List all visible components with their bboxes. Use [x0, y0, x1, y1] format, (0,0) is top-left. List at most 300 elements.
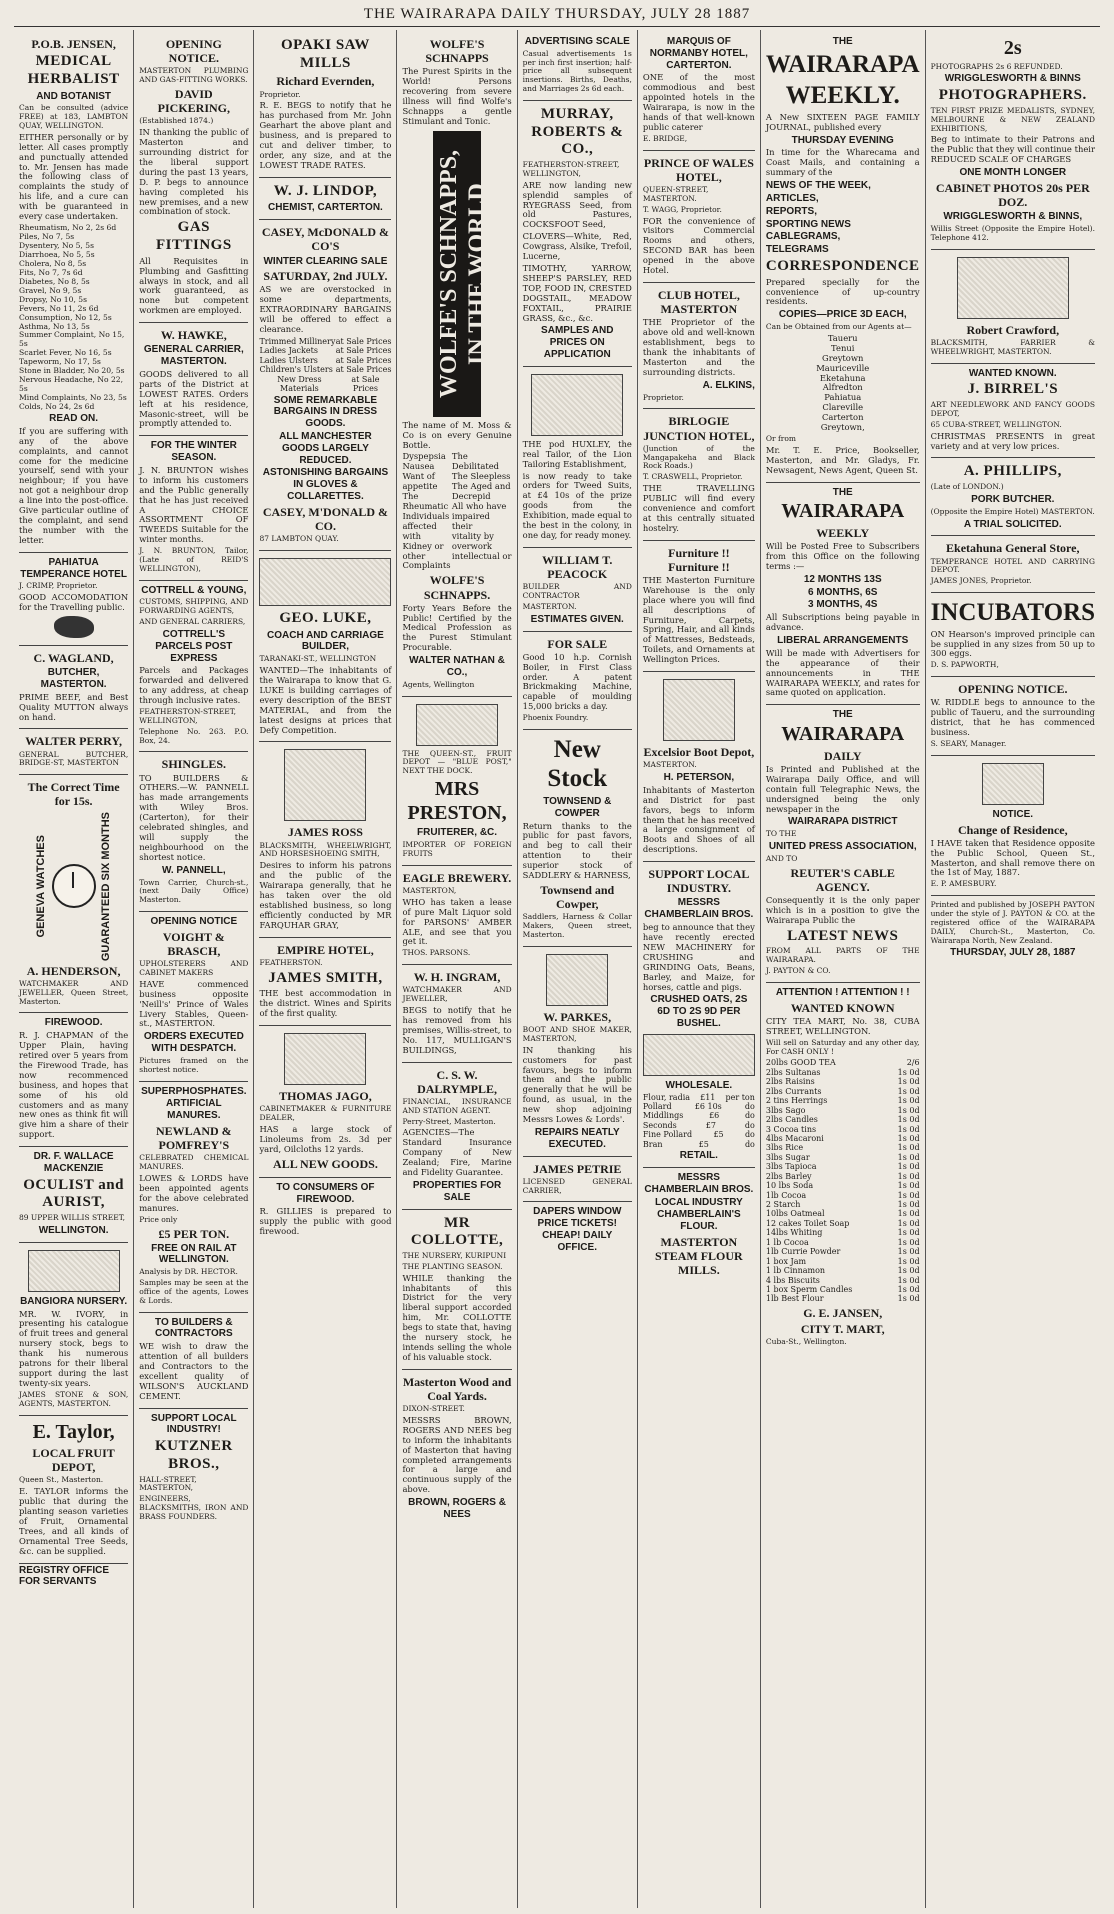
ad-eagle [402, 866, 511, 965]
list-item: Asthma, No 13, 5s [19, 321, 90, 331]
topic-list [766, 180, 920, 256]
ad-title: DAVID PICKERING, [157, 87, 230, 116]
ad-text: MASTERTON PLUMBING AND GAS-FITTING WORKS. [139, 66, 249, 85]
list-item: Greytown, [820, 422, 865, 433]
ad-kutzner [139, 1409, 248, 1528]
ad-title: ALL NEW GOODS. [273, 1156, 378, 1171]
ad-subtitle: NOTICE. [992, 808, 1034, 820]
ad-text: Consequently it is the only paper which is in a position to give the Wairarapa Public the [765, 895, 920, 925]
ad-text: Can be Obtained from our Agents at— [765, 322, 912, 332]
ad-subtitle: GENERAL CARRIER, MASTERTON. [143, 344, 244, 368]
ad-firewood-gillies [259, 1178, 391, 1243]
ad-title: Furniture !! Furniture !! [668, 545, 730, 574]
ad-text: WATCHMAKER AND JEWELLER, Queen Street, Masterton. [19, 978, 129, 1006]
list-item: Individuals [402, 510, 450, 521]
ad-title: MASTERTON STEAM FLOUR MILLS. [655, 1235, 743, 1278]
ad-text: T. WAGG, Proprietor. [642, 204, 722, 214]
ad-subtitle: LOCAL INDUSTRY [654, 1196, 743, 1208]
ad-subtitle: AND BOTANIST [36, 90, 112, 102]
ad-text: AS we are overstocked in some departments, EXTRAORDINARY BARGAINS will be offered to effect a clearance. [259, 284, 392, 335]
watch-illustration [19, 812, 128, 961]
ad-photographers [931, 32, 1095, 250]
ad-ross [259, 742, 391, 937]
ad-title: Robert Crawford, [966, 322, 1060, 337]
ad-text: is now ready to take orders for Tweed Suits, at £4 10s of the prize goods from the Exhibition, made equal to the best in the colony, in one day, for ready money. [522, 470, 632, 540]
fruit-illustration [416, 704, 498, 746]
ad-phillips [931, 458, 1095, 536]
watch-icon [52, 864, 96, 908]
ad-amesbury [931, 756, 1095, 896]
ad-eketahuna [931, 536, 1095, 593]
ad-nursery [19, 1243, 128, 1416]
ad-text: Parcels and Packages forwarded and delivered to any address, at cheap through inclusive rates. [139, 665, 249, 706]
price-list [19, 224, 128, 412]
ad-furniture [643, 541, 755, 672]
ad-text: BLACKSMITH, FARRIER & WHEELWRIGHT, MASTERTON. [930, 337, 1095, 356]
grocery-row: 2lbs Currants 1s 0d [765, 1086, 920, 1096]
ad-title: SUPPORT LOCAL INDUSTRY. [648, 867, 750, 896]
list-item: Alfredton [822, 382, 863, 393]
ad-title: REGISTRY OFFICE FOR SERVANTS [19, 1564, 110, 1588]
ad-text: LICENSED GENERAL CARRIER, [522, 1176, 632, 1195]
ad-title: ARTIFICIAL MANURES. [166, 1098, 222, 1122]
price-row: Flour, radia £11 per ton [642, 1092, 755, 1102]
ad-text: E. TAYLOR informs the public that during the planting season varieties of Fruit, Ornamental Trees, and all kinds of Ornamental Tree Seeds, &c. can be supplied. [19, 1486, 129, 1556]
list-item: Stone in Bladder, No 20, 5s [19, 366, 125, 376]
ad-title: OPENING NOTICE. [958, 682, 1068, 697]
ad-text: THE QUEEN-ST., FRUIT DEPOT — "BLUE POST," NEXT THE DOCK. [402, 748, 512, 776]
ad-text: WANTED—The inhabitants of the Wairarapa to know that G. LUKE is building carriages of every description of the BEST MATERIAL, and from the latest designs at prices that Defy Competition. [259, 665, 392, 735]
ad-title: GEO. LUKE, [279, 609, 372, 626]
ad-text: IMPORTER OF FOREIGN FRUITS [402, 840, 512, 858]
ad-title: C. S. W. DALRYMPLE, [417, 1067, 497, 1096]
ad-text: MASTERTON, [402, 885, 457, 895]
ad-excelsior [643, 672, 755, 862]
ad-subtitle: THE [832, 709, 853, 721]
ad-subtitle: WELLINGTON. [38, 1224, 109, 1236]
ad-text: THE pod HUXLEY, the real Tailor, of the Lion Tailoring Establishment, [522, 438, 632, 469]
ad-text: THE best accommodation in the district. Wines and Spirits of the first quality. [259, 988, 392, 1019]
ad-text: FEATHERSTON. [259, 957, 323, 967]
ad-club [643, 283, 755, 409]
list-item: Diabetes, No 8, 5s [19, 276, 90, 286]
ad-title: CASEY, M'DONALD & CO. [262, 504, 389, 533]
list-item: ARTICLES, [765, 192, 819, 204]
ad-text: IN thanking the public of Masterton and surrounding district for the liberal support during the past 13 years, D. P. begs to announce having completed his new premises, and a new combination of stock. [139, 127, 249, 217]
ad-text: J. N. BRUNTON wishes to inform his customers and the Public generally that he has just received A CHOICE ASSORTMENT OF TWEEDS Suitable for the winter months. [139, 464, 249, 545]
ad-for-sale [523, 632, 632, 730]
ad-subtitle: LIBERAL ARRANGEMENTS [777, 635, 909, 647]
ad-title: W. H. INGRAM, [413, 970, 501, 985]
grocery-row: 3 Cocoa tins 1s 0d [765, 1124, 920, 1134]
ad-subtitle: WANTED KNOWN. [968, 367, 1057, 379]
ad-subtitle: H. PETERSON, [663, 772, 735, 784]
ad-taylor [19, 1416, 128, 1564]
ad-text: ARE now landing new splendid samples of RYEGRASS Seed, from old Pastures, COCKSFOOT Seed, [522, 179, 632, 230]
ad-subtitle: MESSRS CHAMBERLAIN BROS. [644, 1172, 754, 1195]
ad-text: Will be made with Advertisers for the appearance of their announcements in THE WAIRARAPA WEEKLY, and rates for same quoted on application. [765, 647, 920, 698]
sheep-icon [54, 616, 94, 638]
ad-subtitle: COPIES—PRICE 3D EACH, [778, 309, 907, 321]
ad-text: Or from [765, 434, 796, 444]
ad-subtitle: SAMPLES AND PRICES ON APPLICATION [541, 325, 614, 361]
ad-text: AND GENERAL CARRIERS, [139, 617, 246, 627]
ad-text: (Junction of the Mangapakeha and Black Rock Roads.) [642, 443, 755, 471]
grocery-row: 2lbs Sultanas 1s 0d [765, 1067, 920, 1077]
ad-text: In time for the Wharecama and Coast Mails, and containing a summary of the [765, 147, 920, 178]
list-item: Dyspepsia [402, 451, 446, 462]
horse-illustration [284, 749, 366, 821]
ad-weekly [766, 32, 920, 483]
grocery-row: 2lbs Raisins 1s 0d [765, 1077, 920, 1087]
list-item: Colds, No 24, 2s 6d [19, 402, 95, 412]
price-row: Bran £5 do [642, 1139, 755, 1149]
ad-text: WE wish to draw the attention of all builders and Contractors to the excellent quality of WILSON'S AUCKLAND CEMENT. [139, 1341, 249, 1401]
ad-title: W. J. LINDOP, [273, 182, 378, 199]
columns [14, 30, 1100, 1908]
ad-text: Prepared specially for the convenience of up-country residents. [765, 276, 920, 307]
ad-text: Inhabitants of Masterton and District for past favors, begs to inform them that he has received a large consignment of Boots and Shoes of all descriptions. [642, 784, 755, 855]
ad-collotte [402, 1210, 511, 1370]
imprint-text: Printed and published by JOSEPH PAYTON under the style of J. PAYTON & CO. at the registered office of the WAIRARAPA DAILY, Church-St., Masterton, Co. Wairarapa North, New Zealand. [930, 900, 1095, 945]
ad-text: THE PLANTING SEASON. [402, 1261, 503, 1271]
ad-subtitle: THE [832, 36, 853, 47]
ad-text: MESSRS BROWN, ROGERS AND NEES beg to inform the inhabitants of Masterton that having completed arrangements for a large and continuous supply of the above. [402, 1414, 512, 1495]
ad-text: BUILDER AND CONTRACTOR [522, 582, 632, 601]
ad-title: KUTZNER BROS., [154, 1438, 233, 1472]
ad-title: JAMES PETRIE [533, 1161, 622, 1176]
schnapps-bottle-banner: WOLFE'S SCHNAPPS, IN THE WORLD [433, 131, 481, 417]
ad-title: WALTER PERRY, [25, 734, 122, 749]
ad-text: J. N. BRUNTON, Tailor, (Late of REID'S WELLINGTON), [139, 546, 249, 573]
ad-text: 89 UPPER WILLIS STREET, [19, 1213, 125, 1223]
ad-subtitle: ONE MONTH LONGER [959, 167, 1067, 179]
ad-title: MR COLLOTTE, [410, 1214, 504, 1249]
ad-text: MASTERTON. [522, 601, 577, 611]
sale-row: Children's Ulsters at Sale Prices [259, 365, 392, 375]
ad-text: Phoenix Foundry. [522, 713, 589, 723]
list-item: TELEGRAMS [765, 244, 829, 256]
ad-text: CLOVERS—White, Red, Cowgrass, Alsike, Trefoil, Lucerne, [522, 231, 632, 262]
ad-text: GOODS delivered to all parts of the District at LOWEST RATES. Orders left at his residence, Masonic-street, will be promptly attended to. [139, 368, 249, 429]
ad-text: HAS a large stock of Linoleums from 2s. 3d per yard, Oilcloths 12 yards. [259, 1123, 392, 1154]
ad-title: Eketahuna General Store, [946, 541, 1080, 556]
ad-jensen [19, 32, 128, 553]
ad-title: TO BUILDERS & CONTRACTORS [155, 1316, 233, 1340]
ad-title: Masterton Wood and Coal Yards. [402, 1374, 512, 1403]
ad-text: Pictures framed on the shortest notice. [139, 1055, 249, 1074]
list-item: Eketahuna [819, 372, 866, 383]
sale-row: New Dress Materials at Sale Prices [277, 374, 380, 394]
list-item: 3 MONTHS, 4S [807, 599, 878, 611]
ad-jago [259, 1026, 391, 1178]
ad-title: WILLIAM T. PEACOCK [542, 552, 613, 582]
ad-peacock [523, 548, 632, 632]
ad-title: BIRLOGIE JUNCTION HOTEL, [643, 414, 755, 443]
ad-newland [139, 1082, 248, 1313]
ad-subtitle: THE [832, 486, 853, 498]
ad-birrel [931, 364, 1095, 459]
ad-empire [259, 938, 391, 1026]
ad-text: ENGINEERS, BLACKSMITHS, IRON AND BRASS FOUNDERS. [139, 1494, 249, 1522]
ad-text: ART NEEDLEWORK AND FANCY GOODS DEPOT, [930, 400, 1095, 418]
masthead-title: THE WAIRARAPA DAILY THURSDAY, JULY 28 1887 [363, 6, 751, 22]
ad-text: PRIME BEEF, and Best Quality MUTTON always on hand. [19, 691, 129, 722]
ad-text: beg to announce that they have recently erected NEW MACHINERY for CRUSHING and GRINDING Oats, Beans, Barley, and Maize, for horses, cattle and pigs. [642, 922, 755, 992]
list-item: The Debilitated [451, 451, 500, 472]
ad-brunton [139, 436, 248, 580]
ad-title: OPENING NOTICE. [165, 37, 222, 66]
ad-title: JAMES ROSS [287, 825, 363, 840]
ad-title: SATURDAY, 2nd JULY. [263, 269, 388, 284]
ad-dalrymple [402, 1063, 511, 1210]
grocery-row: 2 tins Herrings 1s 0d [765, 1096, 920, 1106]
ad-text: MASTERTON. [642, 760, 697, 770]
list-item: Want of appetite [402, 471, 438, 492]
ad-subtitle: WINTER CLEARING SALE [263, 255, 388, 267]
ad-title: LATEST NEWS [787, 927, 899, 944]
price-label: £5 PER TON. [158, 1226, 230, 1241]
ad-subtitle: ORDERS EXECUTED WITH DESPATCH. [143, 1031, 244, 1055]
list-item: Pahiatua [824, 392, 862, 403]
ad-text: GOOD ACCOMODATION for the Travelling public. [19, 592, 129, 613]
ad-subtitle: THURSDAY EVENING [791, 134, 894, 146]
ad-title: W. HAWKE, [160, 328, 227, 343]
imprint-date: THURSDAY, JULY 28, 1887 [950, 947, 1076, 959]
ad-text: (Late of LONDON.) [930, 482, 1004, 492]
ad-scale [523, 32, 632, 101]
ad-text: TO BUILDERS & OTHERS.—W. PANNELL has made arrangements with Wiley Bros. (Carterton), for their celebrated shingles, and will supply the neighbourhood on the shortest notice. [139, 772, 249, 862]
ad-text: THE TRAVELLING PUBLIC will find every convenience and comfort at this centrally situated hostelry. [642, 483, 755, 533]
ad-title: WAIRARAPA [765, 50, 920, 78]
ad-title: CABINET PHOTOS 20s PER DOZ. [935, 180, 1090, 210]
list-item: Kidney or other [402, 540, 444, 561]
price-row: Middlings £6 do [642, 1111, 755, 1121]
ad-text: LOWES & LORDS have been appointed agents for the above celebrated manures. [139, 1173, 249, 1213]
ad-title: EAGLE BREWERY. [402, 870, 512, 885]
list-item: Dropsy, No 10, 5s [19, 294, 88, 304]
ad-text: The name of M. Moss & Co is on every Genuine Bottle. [402, 419, 512, 450]
column-4 [397, 30, 517, 1908]
buggy-illustration [957, 257, 1069, 319]
column-1 [14, 30, 134, 1908]
ad-subtitle: REPAIRS NEATLY EXECUTED. [534, 1126, 620, 1150]
ad-murray [523, 101, 632, 367]
list-item: Mauriceville [816, 362, 870, 373]
ad-text: I HAVE taken that Residence opposite the Public School, Queen St., Masterton, and shall remove there on the 1st of May, 1887. [930, 837, 1095, 878]
ad-text: Desires to inform his patrons and the public of the Wairarapa generally, that he has taken over the old established business, so long efficiently conducted by MR FARQUHAR GRAY, [259, 860, 392, 930]
list-item: Nausea [402, 461, 435, 472]
ad-text: QUEEN-STREET, MASTERTON. [642, 184, 709, 203]
ad-text: Agents, Wellington [402, 679, 475, 689]
ad-text: FOR the convenience of visitors Commercial Rooms and others, SECOND BAR has been opened in the above Hotel. [642, 215, 755, 276]
ad-subtitle: W. PANNELL, [161, 864, 226, 876]
ad-text: (Opposite the Empire Hotel) MASTERTON. [930, 506, 1095, 516]
ad-preston [402, 697, 511, 866]
ad-title: TO CONSUMERS OF FIREWOOD. [276, 1181, 375, 1205]
ad-title: COTTRELL & YOUNG, [141, 584, 247, 596]
town-list [766, 334, 920, 433]
ad-text: THE NURSERY, KURIPUNI [402, 1250, 507, 1260]
ad-title: The Correct Time for 15s. [27, 780, 120, 809]
emblem-illustration [663, 679, 735, 741]
ad-text: Will sell on Saturday and any other day, For CASH ONLY ! [765, 1037, 920, 1056]
ad-text: The Purest Spirits in the World! Persons recovering from severe illness will find Wolfe's Schnapps a gentle Stimulant and Tonic. [402, 66, 512, 126]
list-item: affected with [402, 520, 437, 541]
furniture-illustration [284, 1033, 366, 1085]
ad-text: CITY TEA MART, No. 38, CUBA STREET, WELLINGTON. [765, 1015, 920, 1036]
ad-text: CUSTOMS, SHIPPING, AND FORWARDING AGENTS, [139, 597, 249, 616]
ad-subtitle: WHOLESALE. [665, 1079, 733, 1091]
mill-illustration [643, 1034, 755, 1076]
ad-title: C. WAGLAND, [33, 650, 114, 665]
ad-text: EITHER personally or by letter. All cases promptly and punctually attended to. Mr. Jensen has made the following class of complaints the study of his life, and a cure can with be guaranteed in every case undertaken. [19, 131, 129, 222]
ad-subtitle: COACH AND CARRIAGE BUILDER, [267, 629, 384, 653]
grocery-row: 10lbs Oatmeal 1s 0d [765, 1209, 920, 1219]
ad-text: AND TO [765, 853, 798, 863]
sale-row: Ladies Ulsters at Sale Prices [259, 355, 392, 365]
grocery-row: 1lb Cocoa 1s 0d [765, 1190, 920, 1200]
list-item: Greytown [822, 352, 864, 363]
ad-text: Willis Street (Opposite the Empire Hotel). Telephone 412. [930, 224, 1095, 242]
house-illustration [982, 763, 1044, 805]
ad-woodyard [402, 1370, 511, 1526]
list-item: Piles, No 7, 5s [19, 231, 75, 241]
ad-title: Change of Residence, [957, 822, 1068, 837]
list-item: All who have [451, 501, 507, 511]
ad-text: UPHOLSTERERS AND CABINET MAKERS [139, 959, 249, 977]
ad-text: Cuba-St., Wellington. [765, 1337, 847, 1347]
ad-temperance [19, 553, 128, 646]
ad-text: WHO has taken a lease of pure Malt Liquor sold for PARSONS' AMBER ALE, and see that you get it. [402, 896, 512, 947]
ad-title: THOMAS JAGO, [279, 1089, 372, 1104]
ad-text: Mr. T. E. Price, Bookseller, Masterton, and Mr. Gladys, Fr. Newsagent, News Agent, Queen St. [765, 444, 920, 475]
grocery-row: 4 lbs Biscuits 1s 0d [765, 1275, 920, 1285]
ad-text: FEATHERSTON-STREET, WELLINGTON, [139, 707, 236, 725]
ad-subtitle: WAIRARAPA DISTRICT [788, 816, 898, 828]
sale-row: Ladies Jackets at Sale Prices [259, 346, 392, 356]
top-rule [14, 26, 1100, 27]
ad-subtitle: FRUITERER, &C. [417, 827, 498, 839]
ad-title: OPAKI SAW MILLS [281, 37, 370, 71]
ad-title: MRS PRESTON, [407, 778, 507, 824]
ad-perry [19, 729, 128, 775]
ad-hawke [139, 323, 248, 436]
ad-cottrell [139, 581, 248, 753]
ad-title: A. PHILLIPS, [963, 463, 1062, 480]
ad-ingram [402, 965, 511, 1062]
tailor-illustration [531, 374, 623, 436]
ad-petrie [523, 1157, 632, 1203]
ad-text: FROM ALL PARTS OF THE WAIRARAPA. [765, 946, 920, 965]
ad-subtitle: ATTENTION ! ATTENTION ! ! [775, 986, 910, 998]
ad-text: BOOT AND SHOE MAKER, MASTERTON, [522, 1025, 632, 1043]
ad-text: All Subscriptions being payable in advance. [765, 612, 920, 633]
ad-title: GAS FITTINGS [155, 219, 232, 253]
list-item: Diarrhoea, No 5, 5s [19, 249, 95, 259]
grocery-row: 3lbs Sago 1s 0d [765, 1105, 920, 1115]
list-item: Mind Complaints, No 23, 5s [19, 393, 127, 403]
ad-title: W. PARKES, [543, 1009, 612, 1024]
ad-label: GENEVA WATCHES [34, 834, 47, 938]
ad-title: G. E. JANSEN, [803, 1305, 883, 1320]
ad-casey [259, 220, 391, 551]
ad-subtitle: CRUSHED OATS, 2S 6D TO 2S 9D PER BUSHEL. [650, 994, 748, 1030]
ad-subtitle: A TRIAL SOLICITED. [963, 518, 1062, 530]
ad-title: NEWLAND & POMFREY'S [155, 1124, 232, 1153]
ad-text: R. GILLIES is prepared to supply the public with good firewood. [259, 1206, 392, 1237]
ad-text: TIMOTHY, YARROW, SHEEP'S PARSLEY, RED TOP, FOOD IN, CRESTED DOGSTAIL, MEADOW FOXTAIL, PRAIRIE GRASS, &c., &c. [522, 263, 632, 323]
ad-subtitle: WALTER NATHAN & CO., [409, 655, 505, 678]
ad-title: E. Taylor, [32, 1420, 115, 1443]
ad-subtitle: PROPERTIES FOR SALE [412, 1179, 502, 1203]
ad-text: WHILE thanking the inhabitants of this District for the very liberal support accorded him, Mr. COLLOTTE begs to state that, having the nursery stock, he intends selling the whole of his valuable stock. [402, 1272, 512, 1362]
grocery-row: 2 Starch 1s 0d [765, 1200, 920, 1209]
column-5 [518, 30, 638, 1908]
list-item: Clareville [822, 402, 864, 413]
ad-title: Townsend and Cowper, [540, 883, 615, 912]
ad-tickets [523, 1202, 632, 1258]
ad-text: HALL-STREET, MASTERTON, [139, 1474, 197, 1493]
ad-text: Can be consulted (advice FREE) at 183, LAMBTON QUAY, WELLINGTON. [19, 103, 129, 131]
list-item: REPORTS, [765, 205, 817, 217]
ad-subtitle: FREE ON RAIL AT WELLINGTON. [151, 1242, 237, 1266]
list-item: vitality by overwork [451, 530, 494, 551]
ad-text: ONE of the most commodious and best appointed hotels in the Wairarapa, is now in the hands of that well-known public caterer [642, 72, 755, 132]
ad-text: HAVE commenced business opposite 'Neill's' Prince of Wales Livery Stables, Queen-st., MASTERTON. [139, 978, 249, 1029]
list-item: Fevers, No 11, 2s 6d [19, 303, 99, 313]
column-6 [638, 30, 761, 1908]
ad-text: 65 CUBA-STREET, WELLINGTON. [930, 419, 1062, 429]
ad-title: Richard Evernden, [276, 74, 375, 89]
ad-text: R. E. BEGS to notify that he has purchased from Mr. John Gearhart the above plant and business, and is prepared to cut and deliver timber, to order, any size, and at the LOWEST TRADE RATES. [259, 100, 392, 170]
grocery-list [766, 1058, 920, 1303]
ad-text: 87 LAMBTON QUAY. [259, 534, 339, 544]
ad-text: Queen St., Masterton. [19, 1475, 104, 1485]
ad-title: DAILY [823, 748, 862, 763]
ad-title: P.O.B. JENSEN, [31, 37, 116, 51]
ad-prince [643, 151, 755, 283]
ad-text: IN thanking his customers for past favours, begs to inform them and the public generally that he will be found, as usual, in the new shop adjoining Messrs Lowes & Lords'. [522, 1044, 632, 1125]
ad-text: FINANCIAL, INSURANCE AND STATION AGENT. [402, 1096, 512, 1115]
ad-subtitle: BUTCHER, MASTERTON. [40, 667, 107, 690]
list-item: Gravel, No 9, 5s [19, 285, 82, 295]
ad-text: CHRISTMAS PRESENTS in great variety and at very low prices. [930, 430, 1095, 451]
ad-text: Return thanks to the public for past favors, and beg to call their attention to their superior stock of SADDLERY & HARNESS, [522, 820, 632, 881]
ad-subtitle: UNITED PRESS ASSOCIATION, [768, 841, 917, 853]
ad-text: Perry-Street, Masterton. [402, 1116, 496, 1126]
ad-subtitle: RETAIL. [679, 1150, 718, 1162]
ad-subtitle: ASTONISHING BARGAINS IN GLOVES & COLLARETTES. [262, 467, 389, 502]
ad-title: FOR SALE [547, 636, 608, 651]
ad-text: AGENCIES—The Standard Insurance Company of New Zealand; Fire, Marine and Fidelity Guarantee. [402, 1127, 512, 1178]
ad-subtitle: ESTIMATES GIVEN. [530, 613, 624, 625]
ailment-list [402, 452, 511, 571]
list-item: Nervous Headache, No 22, 5s [19, 375, 124, 394]
ad-title: DAPERS WINDOW PRICE TICKETS! CHEAP! DAILY OFFICE. [533, 1206, 622, 1253]
ad-text: PHOTOGRAPHS 2s 6 REFUNDED. [930, 61, 1063, 71]
ad-text: If you are suffering with any of the above complaints, and cannot come for the medicine yourself, send with your neighbour; if you have not got a neighbour drop a line into the post-office. Give particular outline of the complaint, and send the number with the letter. [19, 425, 129, 545]
ad-text: GENERAL BUTCHER, BRIDGE-ST, MASTERTON [19, 749, 129, 768]
nursery-illustration [28, 1250, 120, 1292]
ad-subtitle: CHAMBERLAIN'S FLOUR. [657, 1209, 741, 1233]
ad-chamberlain-mill [643, 1168, 755, 1283]
list-item: The Aged and [451, 481, 511, 492]
list-item: NEWS OF THE WEEK, [765, 180, 871, 192]
ad-title: REUTER'S CABLE AGENCY. [790, 865, 895, 894]
ad-title: OCULIST and AURIST, [23, 1176, 124, 1211]
list-item: Decrepid [451, 491, 491, 502]
